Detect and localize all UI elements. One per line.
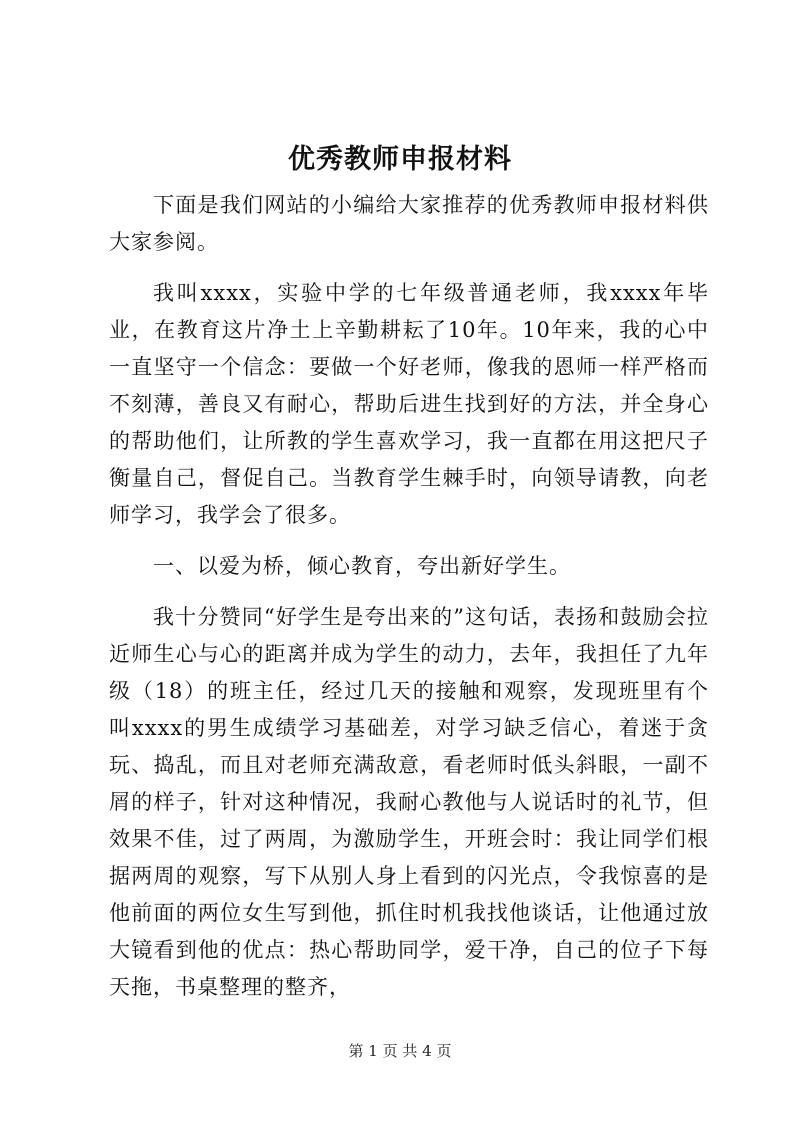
paragraph-spacer	[109, 261, 709, 275]
paragraph-intro: 下面是我们网站的小编给大家推荐的优秀教师申报材料供大家参阅。	[109, 193, 709, 254]
paragraph-spacer	[109, 585, 709, 599]
document-title: 优秀教师申报材料	[288, 144, 512, 175]
paragraph-self-introduction: 我叫xxxx，实验中学的七年级普通老师，我xxxx年毕业，在教育这片净土上辛勤耕耘了10年。10年来，我的心中一直坚守一个信念：要做一个好老师，像我的恩师一样严格而不刻薄，善良又有耐心，帮助后进生找到好的方法，并全身心的帮助他们，让所教的学生喜欢学习，我一直都在用这把尺子衡量自己，督促自己。当教育学生棘手时，向领导请教，向老师学习，我学会了很多。	[109, 281, 709, 527]
paragraph-spacer	[109, 534, 709, 548]
document-body	[109, 187, 709, 1006]
page-number-footer: 第 1 页 共 4 页	[348, 1042, 452, 1060]
section-heading-one: 一、以爱为桥，倾心教育，夸出新好学生。	[153, 554, 571, 578]
paragraph-praise-story: 我十分赞同“好学生是夸出来的”这句话，表扬和鼓励会拉近师生心与心的距离并成为学生的动力，去年，我担任了九年级（18）的班主任，经过几天的接触和观察，发现班里有个叫xxxx的男生成绩学习基础差，对学习缺乏信心，着迷于贪玩、捣乱，而且对老师充满敌意，看老师时低头斜眼，一副不屑的样子，针对这种情况，我耐心教他与人说话时的礼节，但效果不佳，过了两周，为激励学生，开班会时：我让同学们根据两周的观察，写下从别人身上看到的闪光点，令我惊喜的是他前面的两位女生写到他，抓住时机我找他谈话，让他通过放大镜看到他的优点：热心帮助同学，爱干净，自己的位子下每天拖，书桌整理的整齐，	[109, 605, 709, 999]
